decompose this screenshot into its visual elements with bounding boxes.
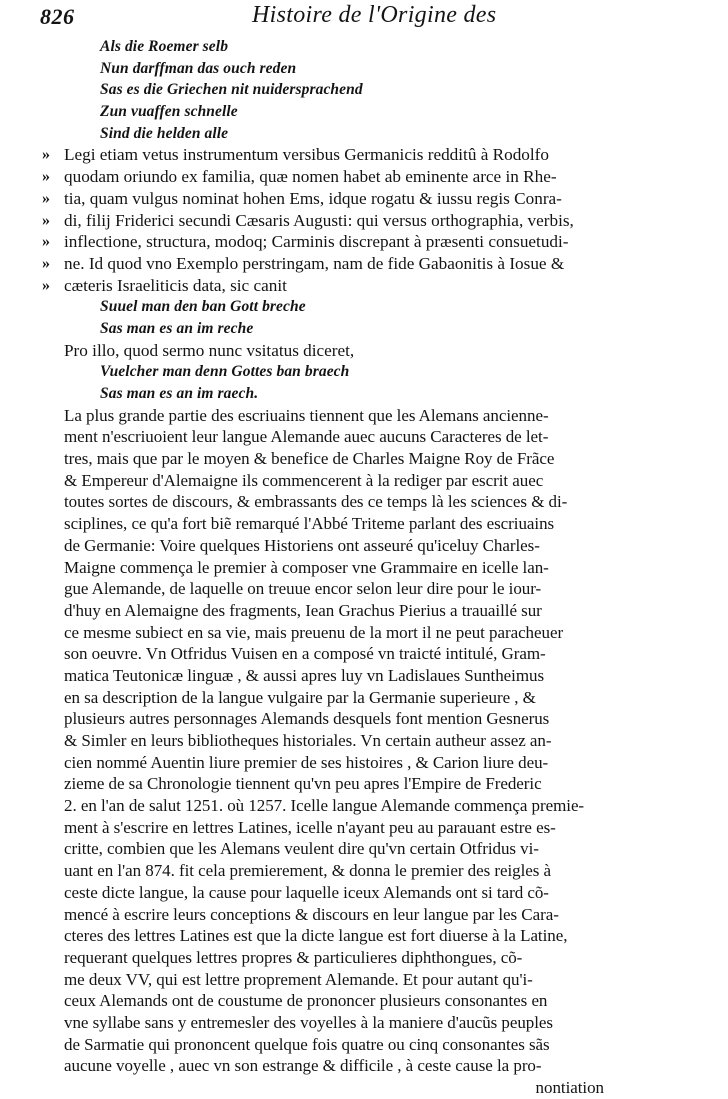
verse-line: Als die Roemer selb [100, 38, 229, 55]
line-text: quodam oriundo ex familia, quæ nomen habet ab eminente arce in Rhe- [64, 167, 557, 187]
line-text: di, filij Friderici secundi Cæsaris Augusti: qui versus orthographia, verbis, [64, 210, 574, 230]
line-text: ne. Id quod vno Exemplo perstringam, nam de fide Gabaonitis à Iosue & [64, 253, 565, 273]
quote-mark: » [42, 146, 50, 164]
quote-mark: » [42, 254, 50, 272]
page-body [42, 36, 604, 1099]
text-line: en sa description de la langue vulgaire par la Germanie superieure , & [64, 687, 536, 707]
verse-line: Suuel man den ban Gott breche [100, 298, 306, 316]
quoted-line [42, 166, 604, 188]
text-line: son oeuvre. Vn Otfridus Vuisen en a composé vn traicté intitulé, Gram- [64, 644, 546, 664]
text-line: requerant quelques lettres propres & particulieres diphthongues, cõ- [64, 947, 523, 967]
line-text: inflectione, structura, modoq; Carminis discrepant à præsenti consuetudi- [64, 232, 569, 252]
quote-mark: » [42, 211, 50, 229]
catchword: nontiation [535, 1078, 604, 1097]
line-text: tia, quam vulgus nominat hohen Ems, idque rogatu & iussu regis Conra- [64, 188, 562, 208]
text-line: plusieurs autres personnages Alemands desquels font mention Gesnerus [64, 709, 550, 729]
text-line: critte, combien que les Alemans veulent dire qu'vn certain Otfridus vi- [64, 839, 539, 859]
line-text: cæteris Israeliticis data, sic canit [64, 275, 287, 295]
text-line: La plus grande partie des escriuains tiennent que les Alemans ancienne- [64, 405, 549, 425]
quoted-line [42, 275, 604, 297]
text-line: matica Teutonicæ linguæ , & aussi apres luy vn Ladislaues Suntheimus [64, 665, 545, 685]
quote-mark: » [42, 189, 50, 207]
text-line: d'huy en Alemaigne des fragments, Iean Grachus Pierius a trauaillé sur [64, 600, 542, 620]
verse-line: Sind die helden alle [100, 124, 229, 142]
text-line: Maigne commença le premier à composer vne Grammaire en icelle lan- [64, 557, 549, 577]
text-line: sciplines, ce qu'a fort biẽ remarqué l'Abbé Triteme parlant des escriuains [64, 514, 555, 534]
quote-mark: » [42, 168, 50, 186]
text-line: ment à s'escrire en lettres Latines, icelle n'ayant peu au parauant estre es- [64, 817, 556, 837]
text-line: ce mesme subiect en sa vie, mais preuenu de la mort il ne peut paracheuer [64, 622, 564, 642]
text-line: cteres des lettres Latines est que la dicte langue est fort diuerse à la Latine, [64, 926, 568, 946]
text-line: me deux VV, qui est lettre proprement Alemande. Et pour autant qu'i- [64, 969, 533, 989]
text-line: de Germanie: Voire quelques Historiens ont asseuré qu'iceluy Charles- [64, 535, 540, 555]
verse-line: Zun vuaffen schnelle [100, 103, 238, 121]
line-text: Legi etiam vetus instrumentum versibus Germanicis redditû à Rodolfo [64, 145, 549, 165]
text-line: 2. en l'an de salut 1251. où 1257. Icelle langue Alemande commença premie- [64, 796, 585, 816]
verse-line: Nun darffman das ouch reden [100, 59, 297, 77]
text-line: uant en l'an 874. fit cela premierement, & donna le premier des reigles à [64, 861, 552, 881]
quote-mark: » [42, 276, 50, 294]
page-number: 826 [40, 4, 75, 29]
page-header [40, 2, 660, 32]
text-line: mencé à escrire leurs conceptions & discours en leur langue par les Cara- [64, 904, 559, 924]
quoted-line [42, 188, 604, 210]
text-line: tres, mais que par le moyen & benefice de Charles Maigne Roy de Frãce [64, 449, 555, 469]
text-line: & Empereur d'Alemaigne ils commencerent à la rediger par escrit auec [64, 470, 544, 490]
text-line: cien nommé Auentin liure premier de ses histoires , & Carion liure deu- [64, 752, 549, 772]
text-line: ceste dicte langue, la cause pour laquelle iceux Alemands ont si tard cõ- [64, 882, 549, 902]
latin-line: Pro illo, quod sermo nunc vsitatus diceret, [64, 340, 355, 360]
quote-mark: » [42, 233, 50, 251]
quoted-line [42, 210, 604, 232]
text-line: & Simler en leurs bibliotheques historiales. Vn certain autheur assez an- [64, 731, 552, 750]
text-line: aucune voyelle , auec vn son estrange & difficile , à ceste cause la pro- [64, 1056, 542, 1076]
verse-line: Vuelcher man denn Gottes ban braech [100, 363, 350, 381]
text-line: gue Alemande, de laquelle on treuue encor selon leur dire pour le iour- [64, 579, 542, 599]
verse-line: Sas man es an im raech. [100, 385, 259, 402]
text-line: de Sarmatie qui prononcent quelque fois quatre ou cinq consonantes sãs [64, 1034, 550, 1054]
text-line: ceux Alemands ont de coustume de prononcer plusieurs consonantes en [64, 991, 548, 1011]
verse-line: Sas man es an im reche [100, 319, 254, 337]
text-line: vne syllabe sans y entremesler des voyelles à la maniere d'aucũs peuples [64, 1012, 553, 1032]
text-line: zieme de sa Chronologie tiennent qu'vn peu apres l'Empire de Frederic [64, 774, 542, 794]
text-line: ment n'escriuoient leur langue Alemande auec aucuns Caracteres de let- [64, 427, 549, 447]
text-line: toutes sortes de discours, & embrassants des ce temps là les sciences & di- [64, 492, 568, 512]
verse-line: Sas es die Griechen nit nuidersprachend [100, 81, 363, 99]
quoted-line [42, 231, 604, 253]
quoted-line [42, 144, 604, 166]
quoted-line [42, 253, 604, 275]
running-title: Histoire de l'Origine des [252, 2, 497, 28]
